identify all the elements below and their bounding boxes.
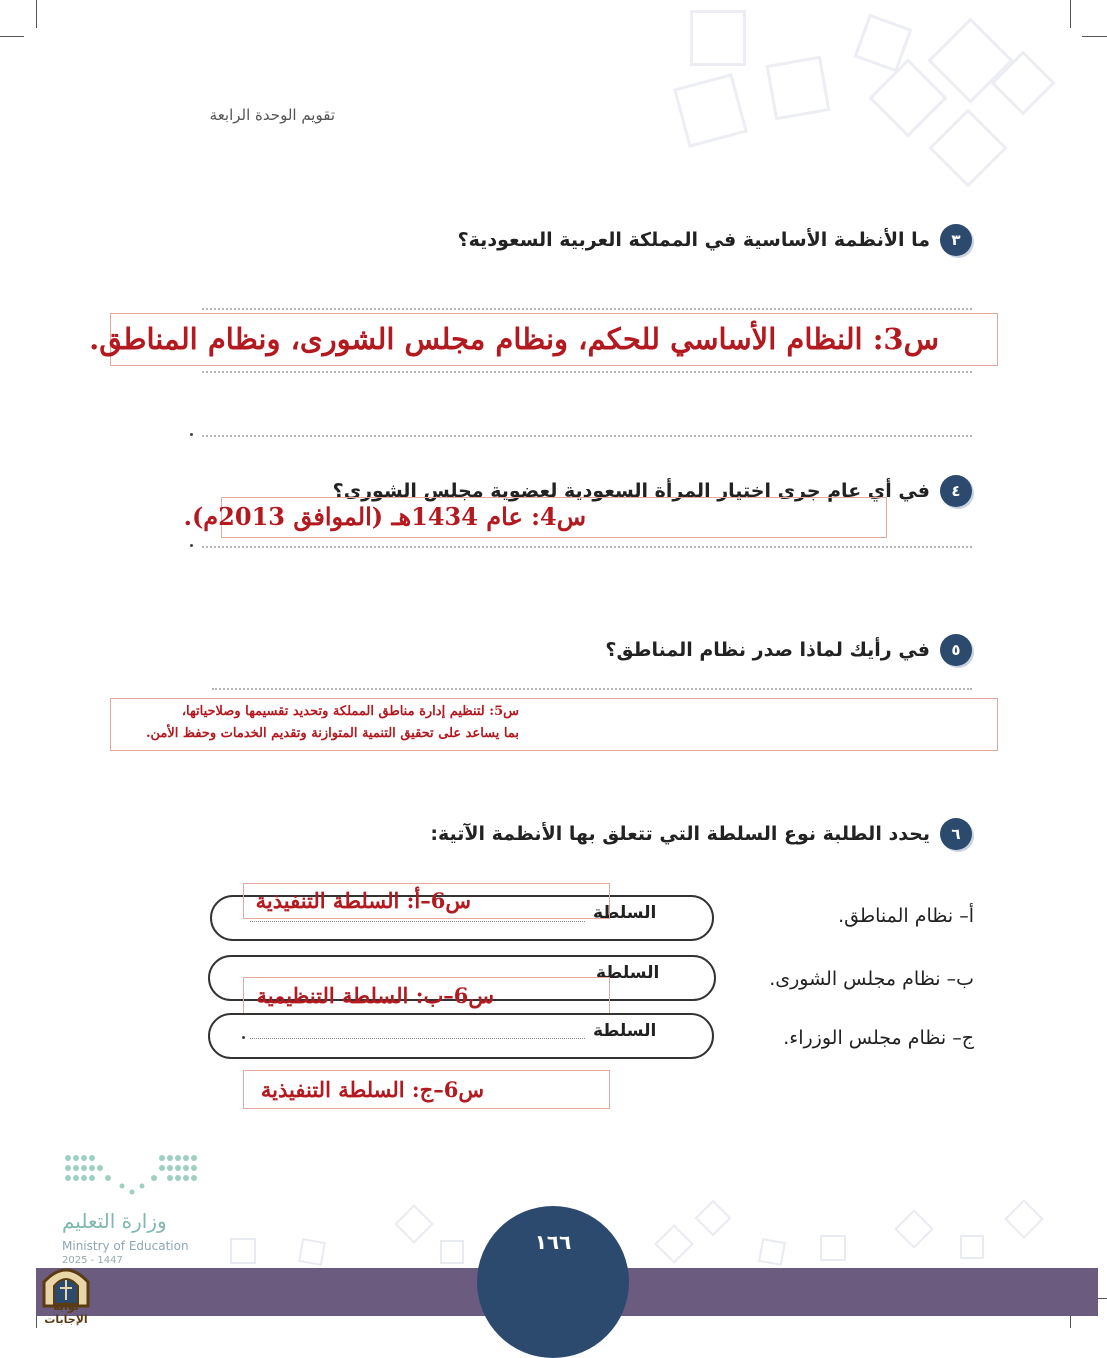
pill-dotted-line [250,921,585,922]
line-dot [190,544,193,547]
answer-line [202,308,972,310]
answer-box-q6c [243,1070,610,1109]
question-text: في رأيك لماذا صدر نظام المناطق؟ [605,639,930,661]
answer-text: س6–ج: السلطة التنفيذية [260,1077,484,1102]
ministry-year: 2025 - 1447 [62,1255,123,1266]
question-text: يحدد الطلبة نوع السلطة التي تتعلق بها الأنظمة الآتية: [430,823,930,845]
answer-box-q6b [243,977,610,1015]
question-3 [458,224,972,256]
crop-mark [0,36,24,37]
question-text: في أي عام جرى اختيار المرأة السعودية لعضوية مجلس الشورى؟ [332,480,930,502]
page-number: ١٦٦ [534,1230,572,1254]
item-a: أ– نظام المناطق. [838,905,974,927]
question-5 [605,634,972,666]
line-dot [242,1036,245,1039]
answer-line [202,435,972,437]
ministry-logo-icon [62,1152,202,1198]
item-b: ب– نظام مجلس الشورى. [769,968,974,990]
pill-dotted-line [250,1038,585,1039]
answer-text: س4: عام 1434هـ (الموافق 2013م). [183,502,586,531]
question-number-badge: ٥ [940,634,972,666]
answer-line [202,371,972,373]
pill-label: السلطة [593,1021,657,1041]
line-dot [190,433,193,436]
crop-mark [1082,36,1107,37]
page-number-badge [477,1206,629,1358]
ministry-name-english: Ministry of Education [62,1239,189,1253]
answer-line [202,546,972,548]
ministry-name-arabic: وزارة التعليم [62,1209,167,1233]
answer-line [212,688,972,690]
item-c: ج– نظام مجلس الوزراء. [783,1027,974,1049]
answer-text-line-2: بما يساعد على تحقيق التنمية المتوازنة وتقديم الخدمات وحفظ الأمن. [145,726,519,741]
question-text: ما الأنظمة الأساسية في المملكة العربية السعودية؟ [457,229,930,251]
answers-portal-name: بوابة الإجابات [44,1300,88,1326]
pill-label: السلطة [596,963,660,983]
answer-text: س6–أ: السلطة التنفيذية [255,888,471,913]
answer-box-q5 [110,698,998,751]
crop-mark [36,0,37,28]
crop-mark [1070,0,1071,28]
answer-box-q4 [183,497,887,538]
answer-box-q6a [243,883,610,919]
answer-box-q3 [89,313,998,366]
question-number-badge: ٣ [940,224,972,256]
answer-text: س6–ب: السلطة التنظيمية [256,983,494,1008]
answer-text: س3: النظام الأساسي للحكم، ونظام مجلس الشورى، ونظام المناطق. [89,322,939,356]
unit-title: تقويم الوحدة الرابعة [209,106,335,124]
question-number-badge: ٦ [940,818,972,850]
question-number-badge: ٤ [940,475,972,507]
answer-text-line-1: س5: لتنظيم إدارة مناطق المملكة وتحديد تقسيمها وصلاحياتها، [181,704,519,719]
question-6 [430,818,972,850]
pill-label: السلطة [593,903,657,923]
